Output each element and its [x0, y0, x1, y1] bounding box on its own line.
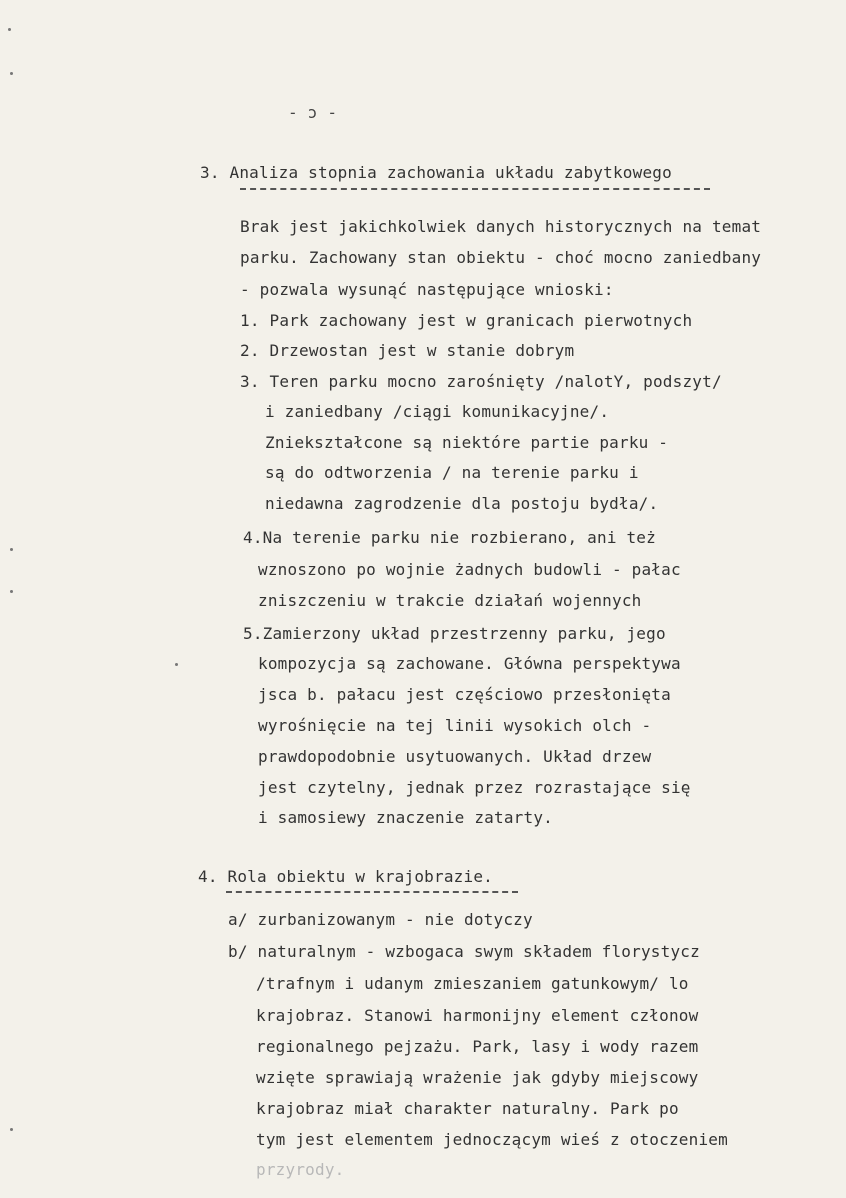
- section-3-line: - pozwala wysunąć następujące wnioski:: [240, 280, 614, 299]
- section-4-heading: 4. Rola obiektu w krajobrazie.: [198, 867, 493, 886]
- section-3-heading: 3. Analiza stopnia zachowania układu zabytkowego: [200, 163, 672, 182]
- section-3-line: niedawna zagrodzenie dla postoju bydła/.: [265, 494, 659, 513]
- section-4-line: tym jest elementem jednoczącym wieś z otoczeniem: [256, 1130, 728, 1149]
- section-3-line: są do odtworzenia / na terenie parku i: [265, 463, 639, 482]
- section-3-line: 2. Drzewostan jest w stanie dobrym: [240, 341, 575, 360]
- section-3-line: i samosiewy znaczenie zatarty.: [258, 808, 553, 827]
- section-4-line: a/ zurbanizowanym - nie dotyczy: [228, 910, 533, 929]
- page-number-marker: - ɔ -: [288, 103, 338, 122]
- section-4-underline: [226, 891, 518, 893]
- margin-speck: [10, 1128, 13, 1131]
- section-3-line: parku. Zachowany stan obiektu - choć mocno zaniedbany: [240, 248, 762, 267]
- section-3-line: jest czytelny, jednak przez rozrastające się: [258, 778, 691, 797]
- section-4-line: krajobraz miał charakter naturalny. Park po: [256, 1099, 679, 1118]
- margin-speck: [10, 548, 13, 551]
- margin-speck: [8, 28, 11, 31]
- section-3-line: kompozycja są zachowane. Główna perspektywa: [258, 654, 681, 673]
- section-3-line: Zniekształcone są niektóre partie parku -: [265, 433, 669, 452]
- section-3-line: zniszczeniu w trakcie działań wojennych: [258, 591, 642, 610]
- section-3-line: Brak jest jakichkolwiek danych historycznych na temat: [240, 217, 762, 236]
- section-3-line: wznoszono po wojnie żadnych budowli - pałac: [258, 560, 681, 579]
- section-4-line: regionalnego pejzażu. Park, lasy i wody razem: [256, 1037, 699, 1056]
- section-3-line: 4.Na terenie parku nie rozbierano, ani też: [243, 528, 656, 547]
- section-3-line: jsca b. pałacu jest częściowo przesłonięta: [258, 685, 671, 704]
- section-4-line: krajobraz. Stanowi harmonijny element członow: [256, 1006, 699, 1025]
- section-3-line: i zaniedbany /ciągi komunikacyjne/.: [265, 402, 610, 421]
- section-3-line: 1. Park zachowany jest w granicach pierwotnych: [240, 311, 693, 330]
- section-4-line: przyrody.: [256, 1160, 345, 1179]
- margin-speck: [10, 72, 13, 75]
- section-4-line: wzięte sprawiają wrażenie jak gdyby miejscowy: [256, 1068, 699, 1087]
- margin-speck: [175, 663, 178, 666]
- section-3-line: wyrośnięcie na tej linii wysokich olch -: [258, 716, 652, 735]
- section-4-line: b/ naturalnym - wzbogaca swym składem florystycz: [228, 942, 700, 961]
- section-3-line: prawdopodobnie usytuowanych. Układ drzew: [258, 747, 652, 766]
- section-4-line: /trafnym i udanym zmieszaniem gatunkowym/ lo: [256, 974, 689, 993]
- section-3-line: 5.Zamierzony układ przestrzenny parku, jego: [243, 624, 666, 643]
- margin-speck: [10, 590, 13, 593]
- section-3-line: 3. Teren parku mocno zarośnięty /nalotY, podszyt/: [240, 372, 722, 391]
- section-3-underline: [240, 188, 710, 190]
